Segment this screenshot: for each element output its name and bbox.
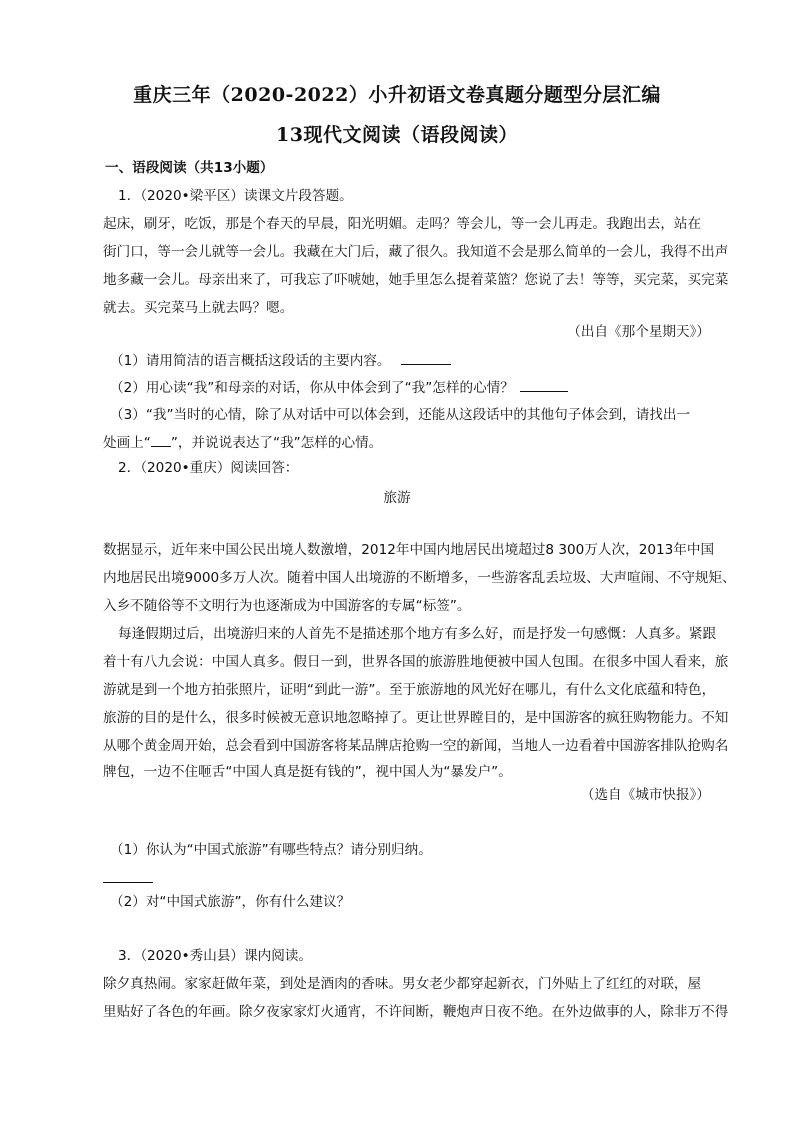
q2-paragraph-line: 游就是到一个地方拍张照片，证明“到此一游”。至于旅游地的风光好在哪儿，有什么文化底蕴和特色，: [103, 682, 716, 698]
underline-marker: [151, 432, 171, 447]
q3-paragraph-line: 除夕真热闹。家家赶做年菜，到处是酒肉的香味。男女老少都穿起新衣，门外贴上了红红的对联，屋: [103, 976, 702, 992]
q3-paragraph-line: 里贴好了各色的年画。除夕夜家家灯火通宵，不许间断，鞭炮声日夜不绝。在外边做事的人，除非万不得: [103, 1004, 729, 1020]
q1-sub2: [110, 377, 568, 398]
answer-blank[interactable]: [103, 882, 153, 883]
q2-paragraph-line: 入乡不随俗等不文明行为也逐渐成为中国游客的专属“标签”。: [103, 598, 471, 614]
q2-sub2: （2）对“中国式旅游”，你有什么建议？: [110, 894, 351, 910]
q1-paragraph-line: 街门口，等一会儿就等一会儿。我藏在大门后，藏了很久。我知道不会是那么简单的一会儿，我得不出声: [103, 244, 729, 260]
q2-sub1: （1）你认为“中国式旅游”有哪些特点？请分别归纳。: [110, 842, 432, 858]
q1-sub2-text: （2）用心读“我”和母亲的对话，你从中体会到了“我”怎样的心情？: [110, 380, 514, 396]
q2-stem: 2．（2020•重庆）阅读回答：: [118, 460, 299, 476]
q1-paragraph-line: 地多藏一会儿。母亲出来了，可我忘了吓唬她，她手里怎么提着菜篮？您说了去！等等，买完菜，买完菜: [103, 272, 729, 288]
q1-sub3-text-a: 处画上“: [103, 435, 151, 451]
section-heading: 一、语段阅读（共13小题）: [105, 160, 274, 176]
q2-paragraph-line: 旅游的目的是什么，很多时候被无意识地忽略掉了。更让世界瞠目的，是中国游客的疯狂购物能力。不知: [103, 710, 729, 726]
q3-stem: 3．（2020•秀山县）课内阅读。: [118, 948, 312, 964]
q1-sub1-text: （1）请用简洁的语言概括这段话的主要内容。: [110, 353, 391, 369]
q2-paragraph-line: 每逢假期过后，出境游归来的人首先不是描述那个地方有多么好，而是抒发一句感慨：人真多。紧跟: [118, 626, 717, 642]
q2-paragraph-line: 数据显示，近年来中国公民出境人数激增，2012年中国内地居民出境超过8 300万人次，2013年中国: [103, 542, 715, 558]
document-title: 重庆三年（2020-2022）小升初语文卷真题分题型分层汇编: [133, 84, 661, 106]
q2-article-title: 旅游: [383, 490, 411, 506]
q2-paragraph-line: 从哪个黄金周开始，总会看到中国游客将某品牌店抢购一空的新闻，当地人一边看着中国游客排队抢购名: [103, 738, 729, 754]
q1-sub3-text-b: ”，并说说表达了“我”怎样的心情。: [170, 435, 383, 451]
q1-paragraph-line: 就去。买完菜马上就去吗？嗯。: [103, 300, 294, 316]
document-subtitle: 13现代文阅读（语段阅读）: [276, 124, 518, 146]
q1-paragraph-line: 起床，刷牙，吃饭，那是个春天的早晨，阳光明媚。走吗？等会儿，等一会儿再走。我跑出去，站在: [103, 216, 702, 232]
q1-stem: 1．（2020•梁平区）读课文片段答题。: [118, 188, 353, 204]
q1-sub3-line1: （3）“我”当时的心情，除了从对话中可以体会到，还能从这段话中的其他句子体会到，请找出一: [110, 407, 691, 423]
q2-source: （选自《城市快报》）: [580, 787, 710, 803]
answer-blank[interactable]: [401, 350, 451, 365]
q1-source: （出自《那个星期天》）: [567, 324, 710, 340]
q2-paragraph-line: 内地居民出境9000多万人次。随着中国人出境游的不断增多，一些游客乱丢垃圾、大声喧闹、不守规矩、: [103, 570, 736, 586]
q1-sub1: [110, 350, 451, 371]
answer-blank[interactable]: [520, 377, 568, 392]
q1-sub3-line2: [103, 432, 382, 453]
q2-paragraph-line: 牌包，一边不住咂舌“中国人真是挺有钱的”，视中国人为“暴发户”。: [103, 764, 512, 780]
q2-paragraph-line: 着十有八九会说：中国人真多。假日一到，世界各国的旅游胜地便被中国人包围。在很多中国人看来，旅: [103, 654, 729, 670]
